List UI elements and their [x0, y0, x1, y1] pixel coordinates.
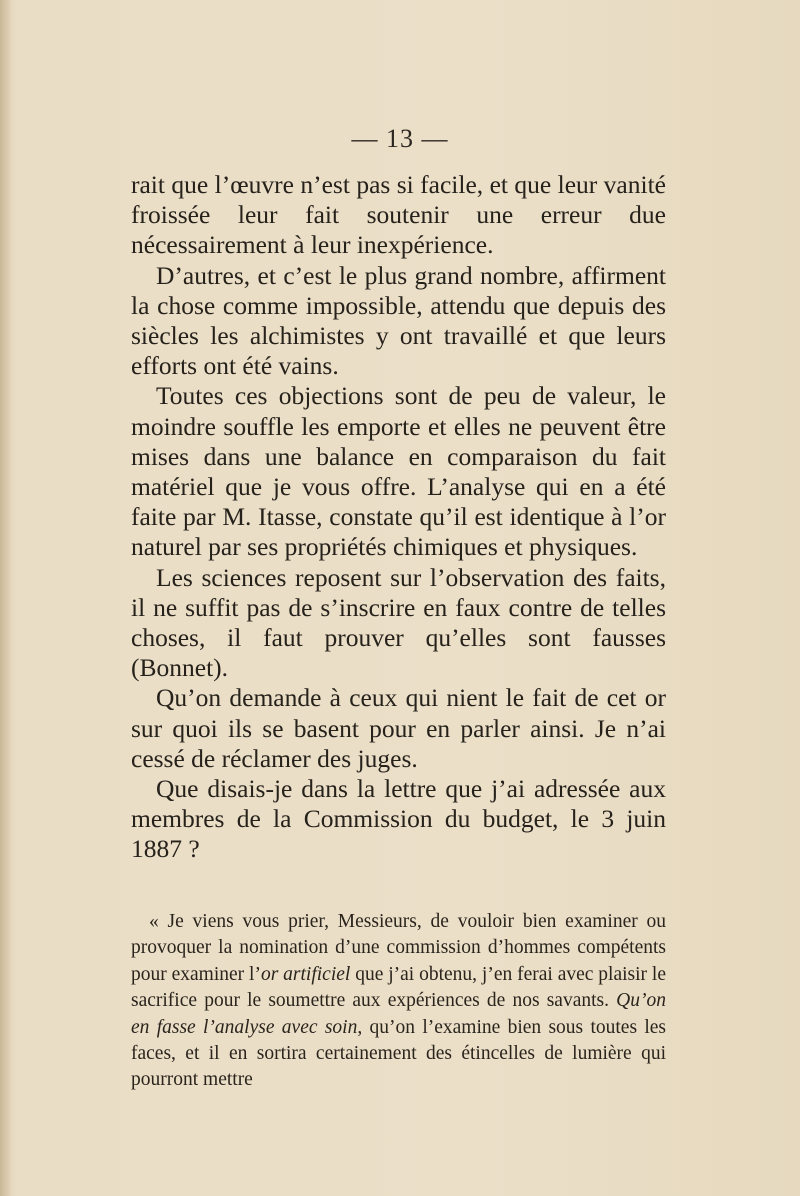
paragraph: Qu’on demande à ceux qui nient le fait de cet or sur quoi ils se basent pour en parler ainsi. Je n’ai cessé de réclamer des juges.	[131, 683, 666, 773]
main-text	[131, 170, 666, 865]
quote-italic-text: Qu’on en fasse l’analyse avec soin	[131, 990, 666, 1038]
paragraph: Les sciences reposent sur l’observation des faits, il ne suffit pas de s’inscrire en faux contre de telles choses, il faut prouver qu’elles sont fausses (Bonnet).	[131, 562, 666, 683]
paragraph: Que disais-je dans la lettre que j’ai adressée aux membres de la Commission du budget, le 3 juin 1887 ?	[131, 774, 666, 864]
quote-text-part: que j’ai obtenu, j’en ferai avec plaisir le sacrifice pour le soumettre aux expériences de nos savants.	[131, 963, 666, 1012]
quoted-letter	[131, 909, 666, 1094]
paragraph: rait que l’œuvre n’est pas si facile, et que leur vanité froissée leur fait soutenir une erreur due nécessairement à leur inexpérience.	[131, 170, 666, 260]
quote-italic-text: or artificiel	[260, 963, 351, 985]
paragraph: D’autres, et c’est le plus grand nombre, affirment la chose comme impossible, attendu que depuis des siècles les alchimistes y ont travaillé et que leurs efforts ont été vains.	[131, 260, 666, 381]
quote-text-part: , qu’on l’examine bien sous toutes les faces, et il en sortira certainement des étincelles de lumière qui pourront mettre	[131, 1016, 667, 1091]
paragraph: Toutes ces objections sont de peu de valeur, le moindre souffle les emporte et elles ne peuvent être mises dans une balance en comparaison du fait matériel que je vous offre. L’analyse qui en a été faite par M. Itasse, constate qu’il est identique à l’or naturel par ses propriétés chimiques et physiques.	[131, 381, 666, 562]
page-number: — 13 —	[351, 124, 449, 153]
quote-text-part: « Je viens vous prier, Messieurs, de vouloir bien examiner ou provoquer la nomination d’une commission d’hommes compétents pour examiner l’	[131, 911, 666, 985]
quote-paragraph	[131, 909, 666, 1094]
page-edge-shadow	[0, 0, 12, 1196]
